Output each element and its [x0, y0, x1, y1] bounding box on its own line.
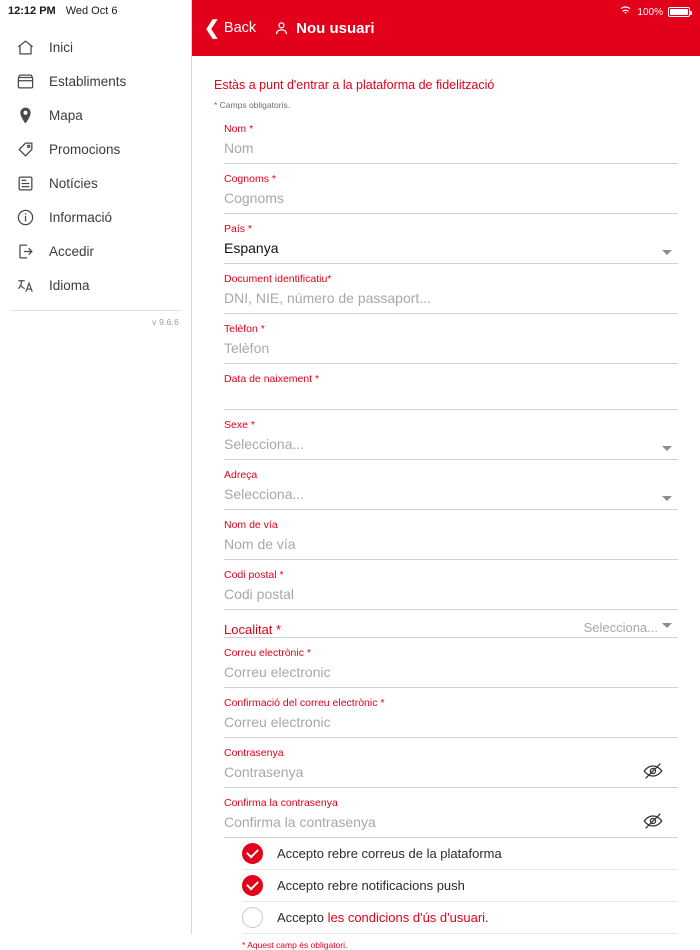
- field-label: Sexe *: [224, 419, 255, 431]
- field-label: Localitat *: [224, 622, 282, 637]
- confirma-contrasenya-input[interactable]: Confirma la contrasenya: [224, 814, 376, 830]
- field-nom-de-via[interactable]: [214, 510, 678, 560]
- language-icon: [16, 276, 35, 295]
- sidebar-item-label: Notícies: [49, 175, 98, 191]
- status-time: 12:12 PM: [8, 5, 56, 17]
- field-cognoms[interactable]: [214, 164, 678, 214]
- eye-off-icon[interactable]: [642, 810, 664, 832]
- field-telefon[interactable]: [214, 314, 678, 364]
- pais-select-value[interactable]: Espanya: [224, 240, 279, 256]
- sidebar-item-label: Idioma: [49, 277, 90, 293]
- field-label: Contrasenya: [224, 747, 284, 759]
- field-label: Confirmació del correu electrònic *: [224, 697, 385, 709]
- validation-footnote: * Aquest camp és obligatori.: [242, 940, 348, 950]
- field-label: Data de naixement *: [224, 373, 320, 385]
- sidebar: [0, 0, 192, 934]
- sidebar-item-promocions[interactable]: [0, 132, 191, 166]
- sidebar-item-label: Promocions: [49, 141, 121, 157]
- field-label: Nom *: [224, 123, 254, 135]
- top-bar: [192, 0, 700, 56]
- checkbox-label: Accepto rebre notificacions push: [277, 878, 465, 893]
- registration-form: [192, 56, 700, 950]
- wifi-icon: [619, 4, 632, 20]
- battery-icon: [668, 7, 690, 17]
- field-codi-postal[interactable]: [214, 560, 678, 610]
- status-indicators: [619, 4, 690, 20]
- field-document[interactable]: [214, 264, 678, 314]
- checkbox-row-condicions[interactable]: [214, 902, 678, 933]
- adreca-select-value[interactable]: Selecciona...: [224, 486, 305, 502]
- contrasenya-input[interactable]: Contrasenya: [224, 764, 304, 780]
- checkbox-label-suffix: .: [485, 910, 489, 925]
- cognoms-input[interactable]: Cognoms: [224, 190, 284, 206]
- chevron-down-icon[interactable]: [662, 496, 672, 501]
- nom-de-via-input[interactable]: Nom de vía: [224, 536, 296, 552]
- checkbox-row-correus[interactable]: [214, 838, 678, 869]
- chevron-down-icon[interactable]: [662, 623, 672, 628]
- page-title: [274, 20, 374, 37]
- field-contrasenya[interactable]: [214, 738, 678, 788]
- field-localitat[interactable]: [214, 610, 678, 638]
- localitat-select-value[interactable]: Selecciona...: [583, 620, 658, 635]
- info-icon: [16, 208, 35, 227]
- field-data-naixement[interactable]: [214, 364, 678, 410]
- sidebar-item-noticies[interactable]: [0, 166, 191, 200]
- form-intro: Estàs a punt d'entrar a la plataforma de fidelització: [214, 78, 495, 92]
- sidebar-item-label: Inici: [49, 39, 74, 55]
- sidebar-item-label: Establiments: [49, 73, 127, 89]
- sidebar-item-idioma[interactable]: [0, 268, 191, 302]
- mandatory-note: * Camps obligatoris.: [214, 100, 291, 110]
- status-date: Wed Oct 6: [65, 5, 118, 17]
- correu-input[interactable]: Correu electronic: [224, 664, 331, 680]
- sidebar-item-label: Accedir: [49, 243, 95, 259]
- field-sexe[interactable]: [214, 410, 678, 460]
- nom-input[interactable]: Nom: [224, 140, 254, 156]
- field-correu[interactable]: [214, 638, 678, 688]
- terms-link[interactable]: les condicions d'ús d'usuari: [327, 910, 486, 925]
- store-icon: [16, 72, 35, 91]
- field-label: Codi postal *: [224, 569, 284, 581]
- codi-postal-input[interactable]: Codi postal: [224, 586, 295, 602]
- sidebar-nav: [0, 30, 191, 327]
- checkbox-row-push[interactable]: [214, 870, 678, 901]
- field-label: Adreça: [224, 469, 258, 481]
- field-confirmacio-correu[interactable]: [214, 688, 678, 738]
- telefon-input[interactable]: Telèfon: [224, 340, 270, 356]
- field-underline: [224, 837, 678, 838]
- chevron-down-icon[interactable]: [662, 250, 672, 255]
- sexe-select-value[interactable]: Selecciona...: [224, 436, 305, 452]
- person-icon: [274, 21, 289, 36]
- eye-off-icon[interactable]: [642, 760, 664, 782]
- sidebar-item-label: Informació: [49, 209, 113, 225]
- sidebar-item-mapa[interactable]: [0, 98, 191, 132]
- checkbox-correus[interactable]: [242, 843, 263, 864]
- tag-icon: [16, 140, 35, 159]
- news-icon: [16, 174, 35, 193]
- checkbox-push[interactable]: [242, 875, 263, 896]
- battery-percent: 100%: [637, 6, 663, 18]
- field-confirma-contrasenya[interactable]: [214, 788, 678, 838]
- field-label: Document identificatiu*: [224, 273, 332, 285]
- back-label: Back: [223, 20, 257, 36]
- field-nom[interactable]: [214, 114, 678, 164]
- app-version: v 9.6.6: [152, 317, 179, 327]
- field-label: Nom de vía: [224, 519, 278, 531]
- home-icon: [16, 38, 35, 57]
- chevron-down-icon[interactable]: [662, 446, 672, 451]
- document-input[interactable]: DNI, NIE, número de passaport...: [224, 290, 431, 306]
- checkbox-label: Accepto rebre correus de la plataforma: [277, 846, 502, 861]
- field-pais[interactable]: [214, 214, 678, 264]
- sidebar-item-accedir[interactable]: [0, 234, 191, 268]
- checkbox-label: Accepto: [277, 910, 328, 925]
- field-label: Confirma la contrasenya: [224, 797, 338, 809]
- back-button[interactable]: [204, 19, 256, 38]
- field-label: Cognoms *: [224, 173, 276, 185]
- field-adreca[interactable]: [214, 460, 678, 510]
- confirmacio-correu-input[interactable]: Correu electronic: [224, 714, 331, 730]
- sidebar-item-label: Mapa: [49, 107, 83, 123]
- field-label: País *: [224, 223, 253, 235]
- sidebar-item-inici[interactable]: [0, 30, 191, 64]
- field-label: Correu electrònic *: [224, 647, 311, 659]
- page-title-text: Nou usuari: [296, 19, 375, 37]
- chevron-left-icon: ❮: [204, 17, 220, 39]
- checkbox-condicions[interactable]: [242, 907, 263, 928]
- sidebar-item-informacio[interactable]: [0, 200, 191, 234]
- map-pin-icon: [16, 106, 35, 125]
- status-bar: [0, 0, 191, 22]
- login-icon: [16, 242, 35, 261]
- data-naixement-input[interactable]: [224, 385, 678, 409]
- sidebar-item-establiments[interactable]: [0, 64, 191, 98]
- main-panel: [192, 0, 700, 950]
- field-label: Telèfon *: [224, 323, 265, 335]
